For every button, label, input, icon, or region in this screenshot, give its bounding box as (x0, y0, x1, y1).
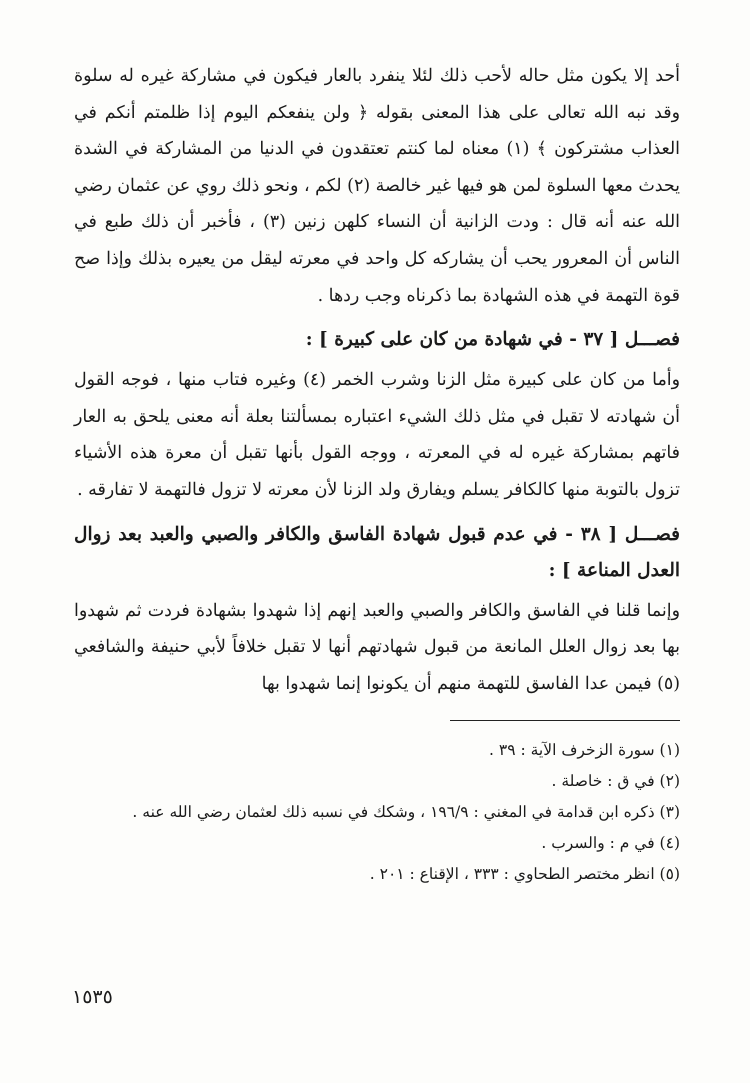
footnote-3: (٣) ذكره ابن قدامة في المغني : ١٩٦/٩ ، وشكك في نسبه ذلك لعثمان رضي الله عنه . (132, 803, 680, 822)
paragraph-1: أحد إلا يكون مثل حاله لأحب ذلك لئلا ينفرد بالعار فيكون في مشاركة غيره له سلوة وقد نبه الله تعالى على هذا المعنى بقوله ﴿ ولن ينفعكم اليوم إذا ظلمتم أنكم في العذاب مشتركون ﴾ (١) معناه لما كنتم تعتقدون في الدنيا من المشاركة في الشدة يحدث معها السلوة لمن هو فيها غير خالصة (٢) لكم ، ونحو ذلك روي عن عثمان رضي الله عنه أنه قال : ودت الزانية أن النساء كلهن زنين (٣) ، فأخبر أن ذلك طبع في الناس أن المعرور يحب أن يشاركه كل واحد في معرته ليقل من يعيره بذلك وإذا صح قوة التهمة في هذه الشهادة بما ذكرناه وجب ردها . (74, 66, 680, 306)
footnote-2: (٢) في ق : خاصلة . (551, 772, 680, 791)
footnotes (74, 735, 680, 890)
page-body (74, 58, 680, 890)
section-heading-38: فصـــل [ ٣٨ - في عدم قبول شهادة الفاسق والكافر والصبي والعبد بعد زوال العدل المناعة ] : (74, 523, 680, 581)
paragraph-3: وإنما قلنا في الفاسق والكافر والصبي والعبد إنهم إذا شهدوا بشهادة فردت ثم شهدوا بها بعد زوال العلل المانعة من قبول شهادتهم أنها لا تقبل خلافاً لأبي حنيفة والشافعي (٥) فيمن عدا الفاسق للتهمة منهم أن يكونوا إنما شهدوا بها (74, 600, 680, 694)
page-number: ١٥٣٥ (72, 986, 113, 1008)
footnote-1: (١) سورة الزخرف الآية : ٣٩ . (489, 741, 680, 760)
footnote-4: (٤) في م : والسرب . (541, 834, 680, 853)
footnote-separator (450, 720, 680, 721)
footnote-5: (٥) انظر مختصر الطحاوي : ٣٣٣ ، الإقناع : ٢٠١ . (369, 865, 680, 884)
section-heading-37: فصـــل [ ٣٧ - في شهادة من كان على كبيرة ] : (305, 329, 680, 351)
paragraph-2: وأما من كان على كبيرة مثل الزنا وشرب الخمر (٤) وغيره فتاب منها ، فوجه القول أن شهادته لا تقبل في مثل ذلك الشيء اعتباره بمسألتنا بعلة أنه معنى يلحق به العار فاتهم بمشاركة غيره له في المعرته ، ووجه القول بأنها تقبل أن معرة هذه الأشياء تزول بالتوبة منها كالكافر يسلم ويفارق ولد الزنا لأن معرته لا تزول فالتهمة لا تفارقه . (74, 370, 681, 500)
